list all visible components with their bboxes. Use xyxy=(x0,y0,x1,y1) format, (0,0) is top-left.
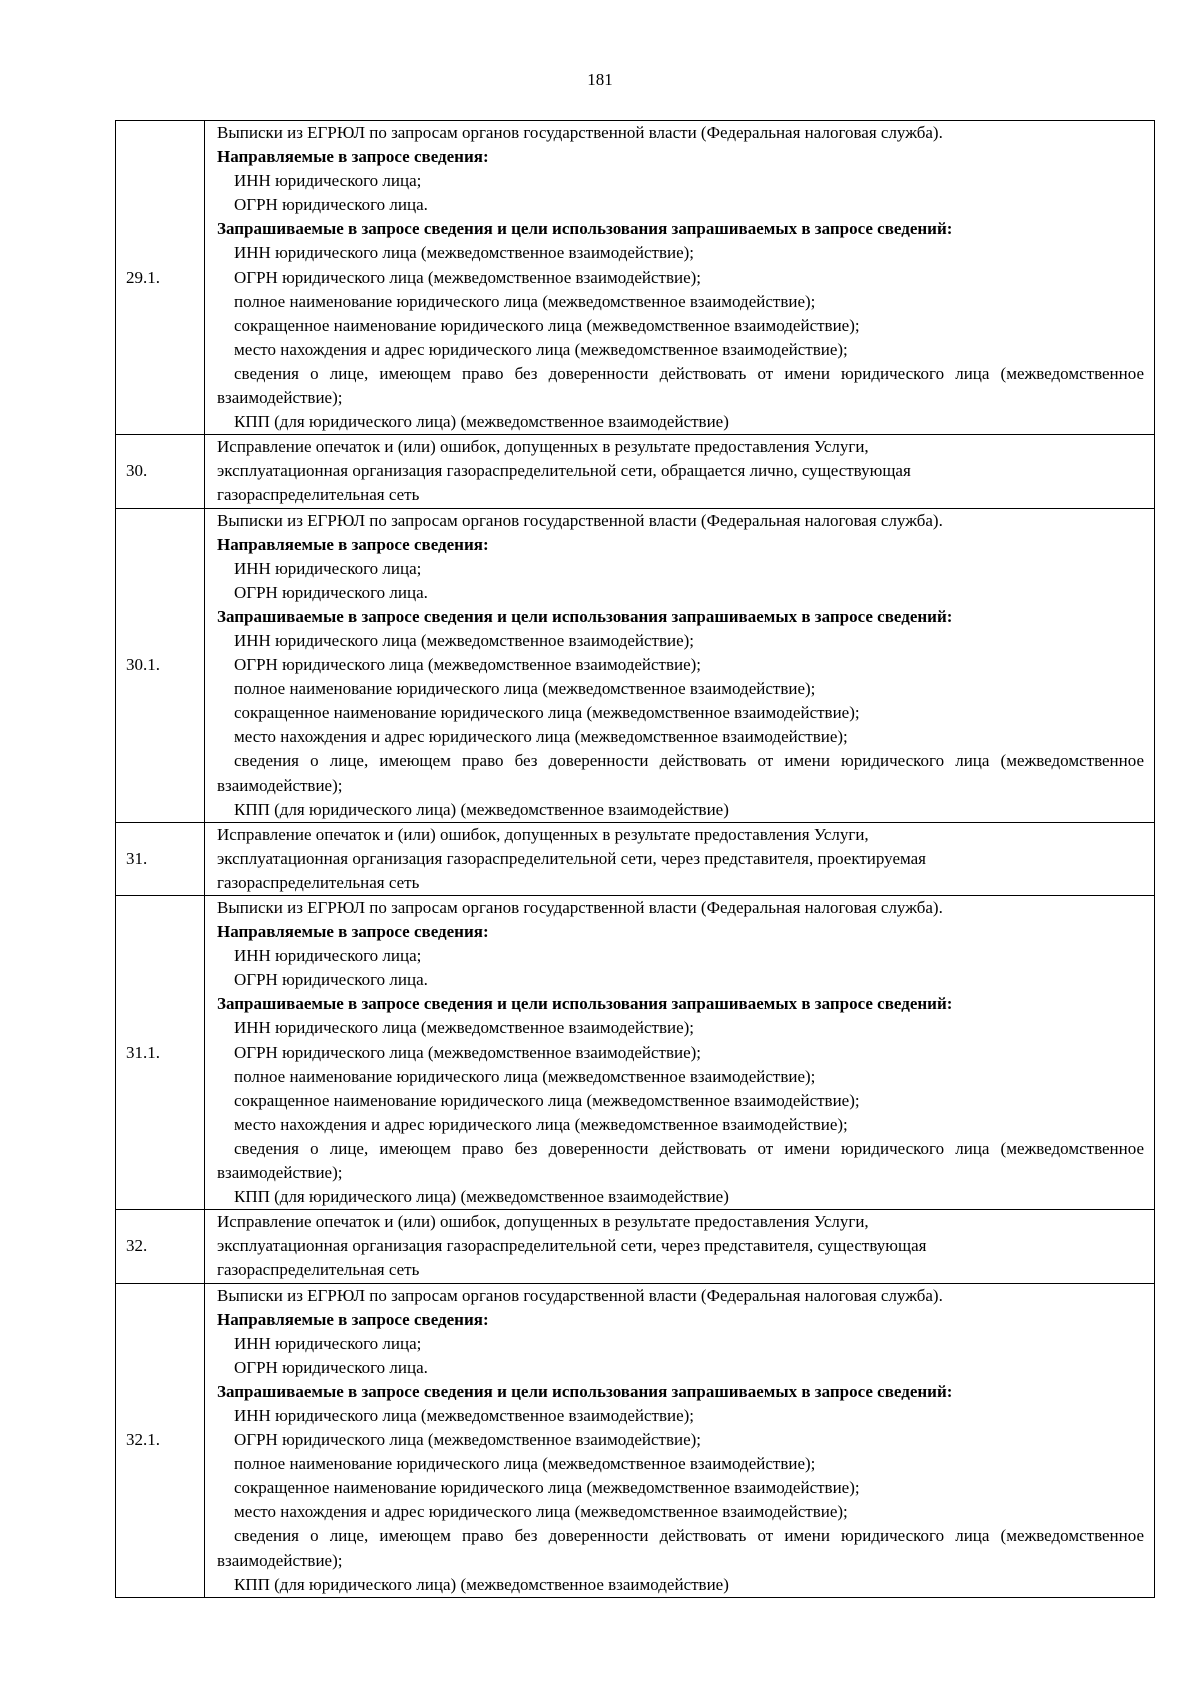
list-item: ОГРН юридического лица (межведомственное взаимодействие); xyxy=(234,1042,702,1062)
list-item: место нахождения и адрес юридического лица (межведомственное взаимодействие); xyxy=(234,339,848,359)
row-number: 31. xyxy=(116,822,205,895)
list-item: ИНН юридического лица; xyxy=(234,171,422,191)
list-item: ОГРН юридического лица. xyxy=(234,970,428,990)
list-item: ОГРН юридического лица (межведомственное взаимодействие); xyxy=(234,655,702,675)
table-row-service xyxy=(116,1210,1155,1283)
section-heading: Направляемые в запросе сведения: xyxy=(217,534,489,554)
content-line: Выписки из ЕГРЮЛ по запросам органов государственной власти (Федеральная налоговая служба). xyxy=(217,123,943,142)
table-row-request xyxy=(116,121,1155,435)
list-item: сокращенное наименование юридического лица (межведомственное взаимодействие); xyxy=(234,1478,860,1498)
row-content xyxy=(205,1283,1155,1597)
list-item: место нахождения и адрес юридического лица (межведомственное взаимодействие); xyxy=(234,1114,848,1134)
list-item: ИНН юридического лица; xyxy=(234,1333,422,1353)
list-item: полное наименование юридического лица (межведомственное взаимодействие); xyxy=(234,679,816,699)
content-line: Исправление опечаток и (или) ошибок, допущенных в результате предоставления Услуги, xyxy=(217,1212,869,1232)
row-number: 30.1. xyxy=(116,508,205,822)
section-heading: Запрашиваемые в запросе сведения и цели использования запрашиваемых в запросе сведений: xyxy=(217,219,953,239)
section-heading: Направляемые в запросе сведения: xyxy=(217,922,489,942)
row-number: 29.1. xyxy=(116,121,205,435)
row-number: 31.1. xyxy=(116,896,205,1210)
row-number: 32.1. xyxy=(116,1283,205,1597)
list-item: сокращенное наименование юридического лица (межведомственное взаимодействие); xyxy=(234,315,860,335)
list-item: сведения о лице, имеющем право без доверенности действовать от имени юридического лица (межведомственное взаимодействие); xyxy=(217,1138,1144,1183)
content-line: эксплуатационная организация газораспределительной сети, через представителя, существующая xyxy=(217,1236,927,1256)
list-item: сведения о лице, имеющем право без доверенности действовать от имени юридического лица (межведомственное взаимодействие); xyxy=(217,751,1144,795)
table-row-service xyxy=(116,822,1155,895)
section-heading: Запрашиваемые в запросе сведения и цели использования запрашиваемых в запросе сведений: xyxy=(217,606,953,626)
content-line: Выписки из ЕГРЮЛ по запросам органов государственной власти (Федеральная налоговая служба). xyxy=(217,898,943,917)
table-row-request xyxy=(116,1283,1155,1597)
table-row-service xyxy=(116,435,1155,508)
list-item: полное наименование юридического лица (межведомственное взаимодействие); xyxy=(234,1454,816,1474)
list-item: ИНН юридического лица; xyxy=(234,946,422,966)
list-item: ОГРН юридического лица. xyxy=(234,582,428,602)
section-heading: Запрашиваемые в запросе сведения и цели использования запрашиваемых в запросе сведений: xyxy=(217,994,953,1014)
row-number: 32. xyxy=(116,1210,205,1283)
list-item: ОГРН юридического лица. xyxy=(234,195,428,215)
services-table xyxy=(115,120,1155,1598)
page-number: 181 xyxy=(587,70,613,89)
list-item: сведения о лице, имеющем право без доверенности действовать от имени юридического лица (межведомственное взаимодействие); xyxy=(217,363,1144,408)
list-item: ОГРН юридического лица (межведомственное взаимодействие); xyxy=(234,1430,702,1450)
list-item: КПП (для юридического лица) (межведомственное взаимодействие) xyxy=(234,799,729,819)
row-content xyxy=(205,822,1155,895)
content-line: эксплуатационная организация газораспределительной сети, через представителя, проектируемая xyxy=(217,848,926,868)
list-item: сокращенное наименование юридического лица (межведомственное взаимодействие); xyxy=(234,703,860,723)
row-number: 30. xyxy=(116,435,205,508)
list-item: ИНН юридического лица (межведомственное взаимодействие); xyxy=(234,1405,695,1425)
list-item: полное наименование юридического лица (межведомственное взаимодействие); xyxy=(234,1066,816,1086)
list-item: ИНН юридического лица (межведомственное взаимодействие); xyxy=(234,243,695,263)
list-item: место нахождения и адрес юридического лица (межведомственное взаимодействие); xyxy=(234,1502,848,1522)
content-line: газораспределительная сеть xyxy=(217,872,420,892)
section-heading: Направляемые в запросе сведения: xyxy=(217,1309,489,1329)
list-item: место нахождения и адрес юридического лица (межведомственное взаимодействие); xyxy=(234,727,848,747)
content-line: Исправление опечаток и (или) ошибок, допущенных в результате предоставления Услуги, xyxy=(217,437,869,457)
content-line: газораспределительная сеть xyxy=(217,485,420,505)
list-item: полное наименование юридического лица (межведомственное взаимодействие); xyxy=(234,291,816,311)
section-heading: Запрашиваемые в запросе сведения и цели использования запрашиваемых в запросе сведений: xyxy=(217,1381,953,1401)
row-content xyxy=(205,896,1155,1210)
row-content xyxy=(205,1210,1155,1283)
list-item: ИНН юридического лица; xyxy=(234,558,422,578)
content-line: эксплуатационная организация газораспределительной сети, обращается лично, существующая xyxy=(217,461,911,481)
content-line: Выписки из ЕГРЮЛ по запросам органов государственной власти (Федеральная налоговая служба). xyxy=(217,510,943,530)
section-heading: Направляемые в запросе сведения: xyxy=(217,147,489,167)
table-row-request xyxy=(116,508,1155,822)
list-item: ОГРН юридического лица (межведомственное взаимодействие); xyxy=(234,267,702,287)
list-item: КПП (для юридического лица) (межведомственное взаимодействие) xyxy=(234,1187,729,1207)
row-content xyxy=(205,508,1155,822)
content-line: газораспределительная сеть xyxy=(217,1260,420,1280)
list-item: ОГРН юридического лица. xyxy=(234,1357,428,1377)
content-line: Исправление опечаток и (или) ошибок, допущенных в результате предоставления Услуги, xyxy=(217,824,869,844)
list-item: КПП (для юридического лица) (межведомственное взаимодействие) xyxy=(234,412,729,432)
table-body xyxy=(116,121,1155,1598)
list-item: ИНН юридического лица (межведомственное взаимодействие); xyxy=(234,630,695,650)
list-item: сокращенное наименование юридического лица (межведомственное взаимодействие); xyxy=(234,1090,860,1110)
row-content xyxy=(205,435,1155,508)
table-row-request xyxy=(116,896,1155,1210)
list-item: ИНН юридического лица (межведомственное взаимодействие); xyxy=(234,1018,695,1038)
list-item: сведения о лице, имеющем право без доверенности действовать от имени юридического лица (межведомственное взаимодействие); xyxy=(217,1526,1144,1570)
list-item: КПП (для юридического лица) (межведомственное взаимодействие) xyxy=(234,1574,729,1594)
row-content xyxy=(205,121,1155,435)
content-line: Выписки из ЕГРЮЛ по запросам органов государственной власти (Федеральная налоговая служба). xyxy=(217,1285,943,1305)
